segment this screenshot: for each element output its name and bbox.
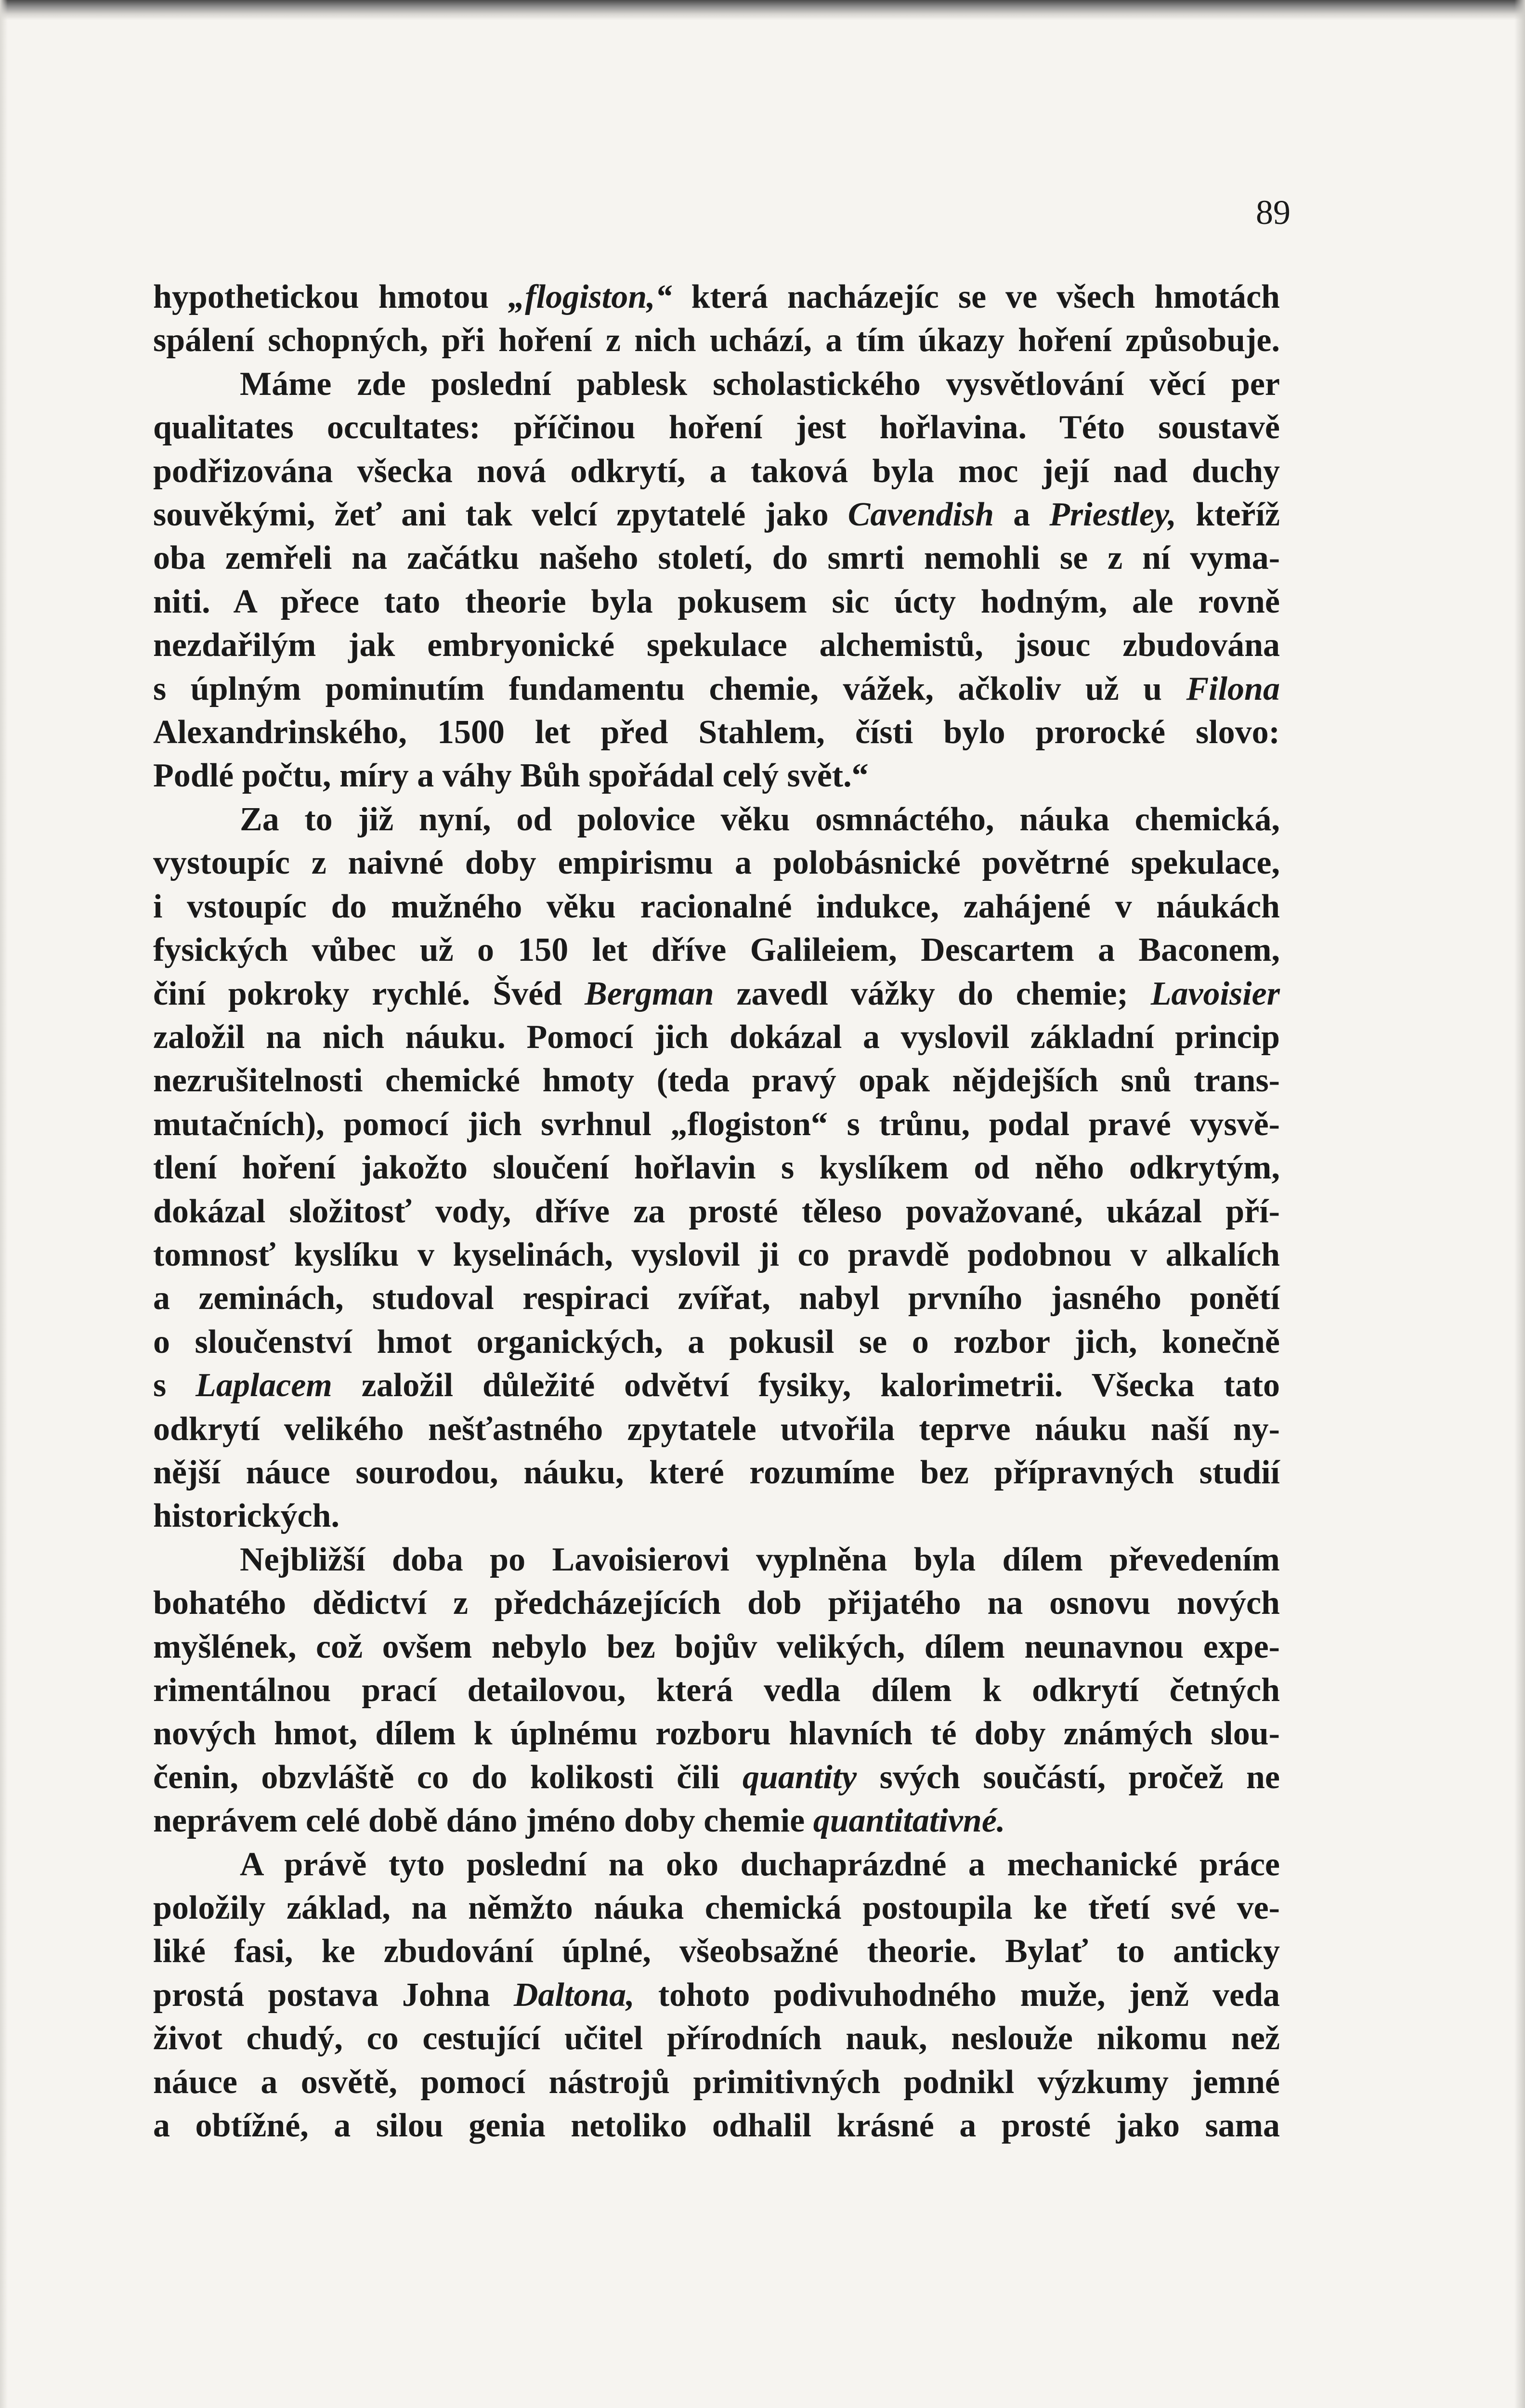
text-line [153, 1190, 1280, 1233]
text-segment: liké fasi, ke zbudování úplné, všeobsažné theorie. Bylať to anticky [153, 1933, 1280, 1970]
text-line [153, 1451, 1280, 1494]
text-segment: čenin, obzvláště co do kolikosti čili [153, 1758, 743, 1796]
text-line [153, 798, 1280, 841]
text-segment: Nejbližší doba po Lavoisierovi vyplněna byla dílem převedením [240, 1541, 1280, 1578]
text-segment: tlení hoření jakožto sloučení hořlavin s kyslíkem od něho odkrytým, [153, 1149, 1280, 1187]
text-line [153, 1843, 1280, 1886]
text-segment: tomnosť kyslíku v kyselinách, vyslovil ji co pravdě podobnou v alkalích [153, 1236, 1280, 1273]
text-line [153, 2061, 1280, 2104]
text-segment: náuce a osvětě, pomocí nástrojů primitivných podnikl výzkumy jemné [153, 2063, 1280, 2101]
text-segment: prostá postava Johna [153, 1976, 514, 2014]
italic-term: „flogiston,“ [508, 278, 672, 315]
text-segment: zavedl vážky do chemie; [714, 975, 1151, 1012]
text-line [153, 2104, 1280, 2147]
italic-term: quantitativné. [813, 1802, 1005, 1840]
text-line [153, 1103, 1280, 1146]
text-segment: položily základ, na němžto náuka chemická postoupila ke třetí své ve- [153, 1889, 1280, 1927]
text-line [153, 275, 1280, 319]
text-segment: historických. [153, 1497, 339, 1535]
body-text [153, 275, 1280, 2147]
text-line [153, 493, 1280, 537]
text-segment: svých součástí, pročež ne [857, 1758, 1280, 1796]
text-segment: bohatého dědictví z předcházejících dob přijatého na osnovu nových [153, 1584, 1280, 1622]
text-segment: nější náuce sourodou, náuku, které rozumíme bez přípravných studií [153, 1453, 1280, 1491]
text-line [153, 1582, 1280, 1625]
text-segment: činí pokroky rychlé. Švéd [153, 975, 585, 1012]
italic-term: Cavendish [847, 496, 994, 534]
text-segment: založil důležité odvětví fysiky, kalorimetrii. Všecka tato [332, 1367, 1280, 1404]
text-segment: a obtížné, a silou genia netoliko odhalil krásné a prosté jako sama [153, 2107, 1280, 2145]
scan-left-edge [0, 0, 8, 2408]
text-line [153, 1974, 1280, 2017]
text-segment: kteříž [1176, 496, 1280, 534]
text-line [153, 841, 1280, 885]
text-line [153, 885, 1280, 929]
text-segment: vystoupíc z naivné doby empirismu a polobásnické povětrné spekulace, [153, 844, 1280, 882]
text-segment: nových hmot, dílem k úplnému rozboru hlavních té doby známých slou- [153, 1715, 1280, 1753]
text-line [153, 929, 1280, 972]
text-line [153, 754, 1280, 798]
text-line [153, 1016, 1280, 1059]
text-segment: fysických vůbec už o 150 let dříve Galileiem, Descartem a Baconem, [153, 931, 1280, 969]
text-segment: souvěkými, žeť ani tak velcí zpytatelé jako [153, 496, 848, 534]
italic-term: Filona [1186, 670, 1280, 707]
text-segment: dokázal složitosť vody, dříve za prosté těleso považované, ukázal pří- [153, 1192, 1280, 1230]
text-segment: qualitates occultates: příčinou hoření jest hořlavina. Této soustavě [153, 409, 1280, 446]
text-line [153, 1625, 1280, 1669]
italic-term: Daltona, [513, 1976, 635, 2014]
text-segment: založil na nich náuku. Pomocí jich dokázal a vyslovil základní princip [153, 1018, 1280, 1056]
text-line [153, 1059, 1280, 1102]
scan-right-edge [1514, 0, 1525, 2408]
text-line [153, 667, 1280, 711]
text-segment: tohoto podivuhodného muže, jenž veda [634, 1976, 1280, 2014]
italic-term: Lavoisier [1150, 975, 1280, 1012]
text-segment: mutačních), pomocí jich svrhnul „flogiston“ s trůnu, podal pravé vysvě- [153, 1105, 1280, 1143]
text-line [153, 580, 1280, 624]
text-line [153, 1364, 1280, 1407]
text-segment: Za to již nyní, od polovice věku osmnáctého, náuka chemická, [240, 800, 1280, 838]
text-line [153, 1494, 1280, 1538]
page-number: 89 [1256, 193, 1290, 232]
text-segment: hypothetickou hmotou [153, 278, 508, 315]
text-line [153, 1886, 1280, 1930]
text-segment: o sloučenství hmot organických, a pokusil se o rozbor jich, konečně [153, 1323, 1280, 1361]
text-line [153, 972, 1280, 1016]
italic-term: Priestley, [1049, 496, 1176, 534]
text-line [153, 1321, 1280, 1364]
text-segment: spálení schopných, při hoření z nich uchází, a tím úkazy hoření způsobuje. [153, 322, 1280, 359]
text-segment: odkrytí velikého nešťastného zpytatele utvořila teprve náuku naší ny- [153, 1410, 1280, 1448]
text-segment: Máme zde poslední pablesk scholastického vysvětlování věcí per [240, 365, 1280, 403]
text-line [153, 537, 1280, 580]
text-line [153, 1799, 1280, 1843]
text-segment: a zeminách, studoval respiraci zvířat, nabyl prvního jasného ponětí [153, 1280, 1280, 1317]
text-line [153, 1408, 1280, 1451]
text-line [153, 1233, 1280, 1277]
text-segment: s [153, 1367, 196, 1404]
text-segment: která nacházejíc se ve všech hmotách [672, 278, 1280, 315]
italic-term: quantity [742, 1758, 857, 1796]
text-line [153, 363, 1280, 406]
text-segment: rimentálnou prací detailovou, která vedla dílem k odkrytí četných [153, 1672, 1280, 1709]
text-line [153, 1712, 1280, 1755]
italic-term: Laplacem [196, 1367, 332, 1404]
text-line [153, 1756, 1280, 1799]
text-line [153, 406, 1280, 449]
text-segment: nezrušitelnosti chemické hmoty (teda pravý opak nějdejších snů trans- [153, 1062, 1280, 1099]
text-line [153, 319, 1280, 362]
text-segment: i vstoupíc do mužného věku racionalné indukce, zahájené v náukách [153, 888, 1280, 925]
text-line [153, 1277, 1280, 1320]
text-line [153, 624, 1280, 667]
text-line [153, 2017, 1280, 2060]
text-line [153, 450, 1280, 493]
text-segment: s úplným pominutím fundamentu chemie, vážek, ačkoliv už u [153, 670, 1186, 707]
text-segment: neprávem celé době dáno jméno doby chemie [153, 1802, 813, 1840]
text-segment: a [994, 496, 1050, 534]
text-line [153, 1146, 1280, 1190]
text-segment: Podlé počtu, míry a váhy Bůh spořádal celý svět.“ [153, 757, 869, 795]
text-segment: niti. A přece tato theorie byla pokusem sic úcty hodným, ale rovně [153, 583, 1280, 620]
text-segment: Alexandrinského, 1500 let před Stahlem, čísti bylo prorocké slovo: [153, 714, 1280, 751]
text-line [153, 1538, 1280, 1582]
text-segment: A právě tyto poslední na oko duchaprázdné a mechanické práce [240, 1845, 1280, 1883]
text-segment: život chudý, co cestující učitel přírodních nauk, neslouže nikomu než [153, 2020, 1280, 2057]
scan-top-edge [0, 0, 1525, 20]
text-segment: nezdařilým jak embryonické spekulace alchemistů, jsouc zbudována [153, 627, 1280, 664]
text-line [153, 711, 1280, 754]
text-line [153, 1930, 1280, 1973]
text-segment: oba zemřeli na začátku našeho století, do smrti nemohli se z ní vyma- [153, 539, 1280, 577]
italic-term: Bergman [585, 975, 714, 1012]
text-line [153, 1669, 1280, 1712]
text-segment: myšlének, což ovšem nebylo bez bojův velikých, dílem neunavnou expe- [153, 1628, 1280, 1665]
text-segment: podřizována všecka nová odkrytí, a taková byla moc její nad duchy [153, 452, 1280, 490]
